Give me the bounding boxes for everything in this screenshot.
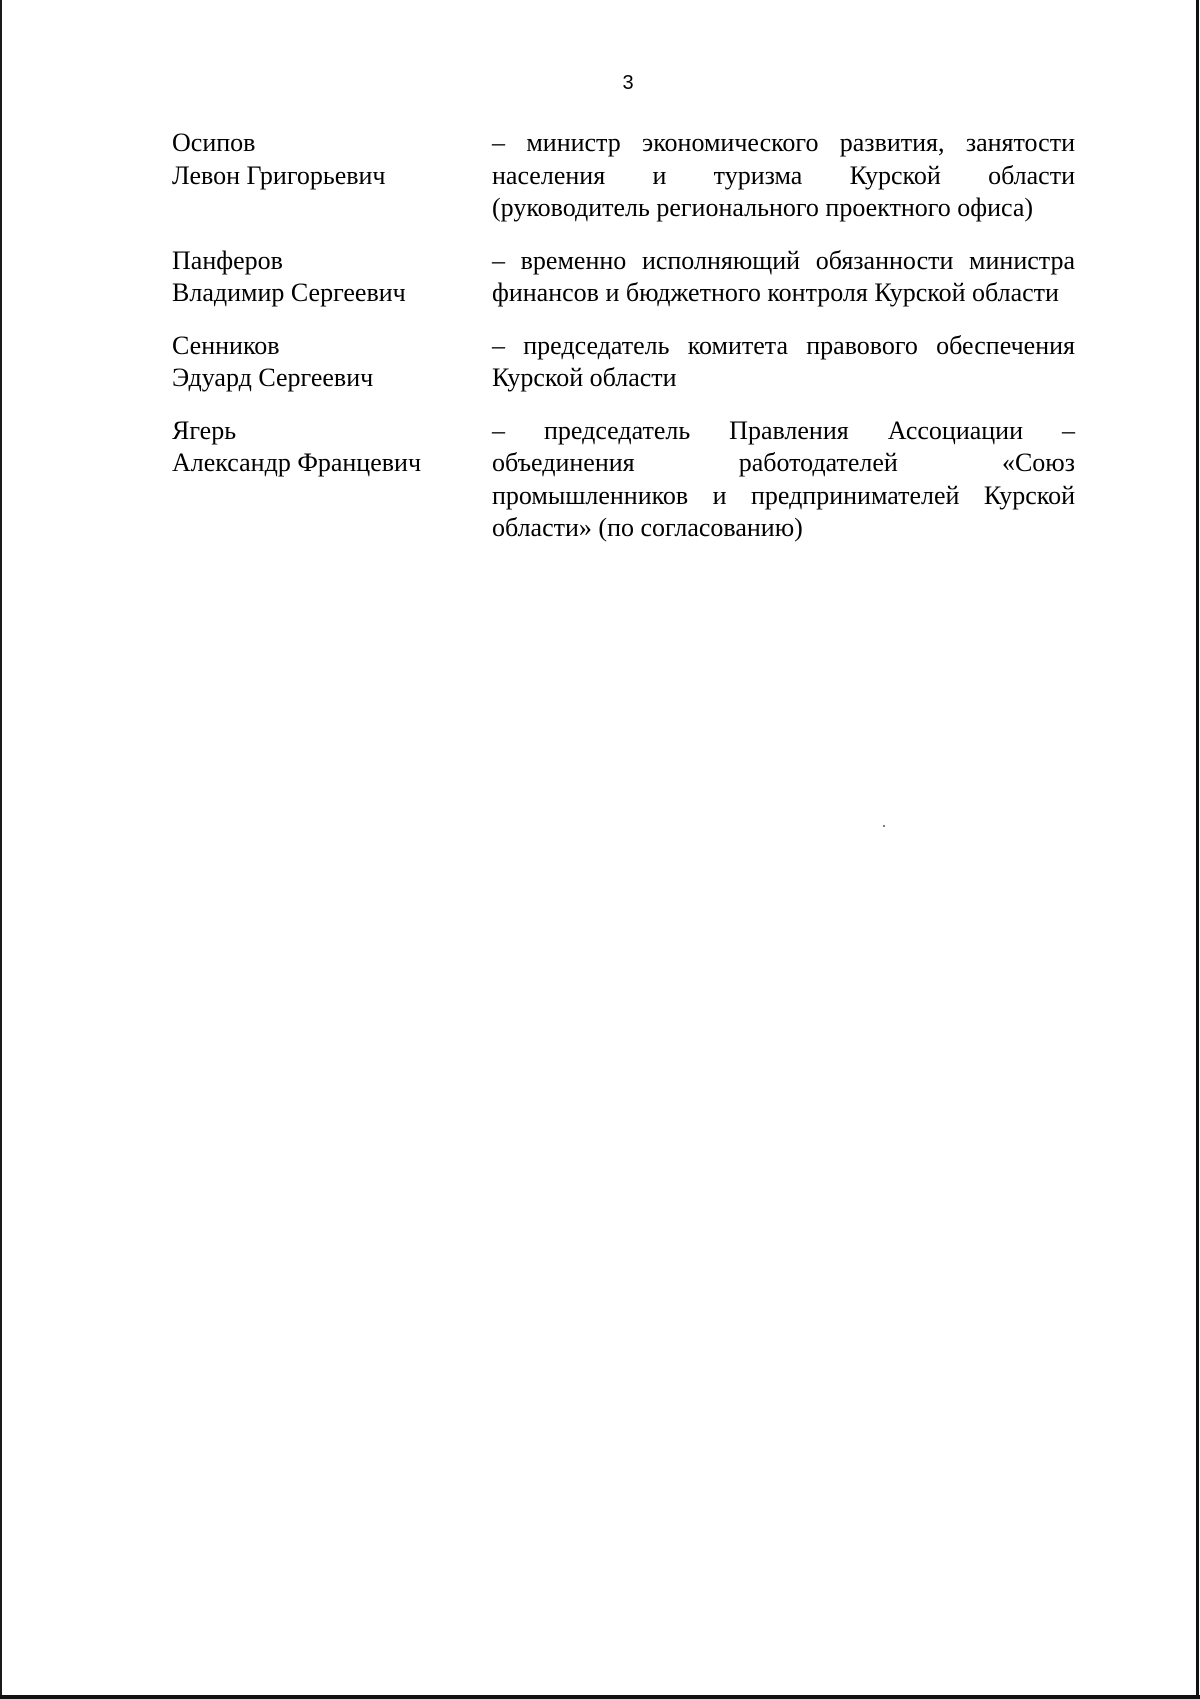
member-roster xyxy=(172,127,1075,545)
member-role: – председатель Правления Ассоциации – объединения работодателей «Союз промышленников и предпринимателей Курской области» (по согласованию) xyxy=(492,415,1075,542)
member-given-names: Александр Францевич xyxy=(172,448,422,477)
member-role: – временно исполняющий обязанности министра финансов и бюджетного контроля Курской области xyxy=(492,245,1075,307)
member-name xyxy=(172,127,492,225)
member-given-names: Левон Григорьевич xyxy=(172,160,386,190)
member-entry xyxy=(172,245,1075,310)
member-name xyxy=(172,330,492,395)
member-surname: Панферов xyxy=(172,245,283,275)
member-role: – председатель комитета правового обеспечения Курской области xyxy=(492,330,1075,392)
member-entry xyxy=(172,330,1075,395)
member-entry xyxy=(172,127,1075,225)
scan-border-left xyxy=(0,0,2,1699)
page-number: 3 xyxy=(622,72,634,94)
member-surname: Сенников xyxy=(172,330,280,360)
member-role: – министр экономического развития, занятости населения и туризма Курской области (руководитель регионального проектного офиса) xyxy=(492,128,1075,222)
member-name xyxy=(172,415,492,545)
member-given-names: Владимир Сергеевич xyxy=(172,278,406,307)
scan-border-bottom xyxy=(0,1695,1200,1699)
member-given-names: Эдуард Сергеевич xyxy=(172,363,374,392)
member-surname: Осипов xyxy=(172,128,256,157)
scan-speck xyxy=(883,825,885,827)
member-surname: Ягерь xyxy=(172,415,237,445)
member-entry xyxy=(172,415,1075,545)
member-name xyxy=(172,245,492,310)
scan-border-right xyxy=(1196,0,1199,1699)
